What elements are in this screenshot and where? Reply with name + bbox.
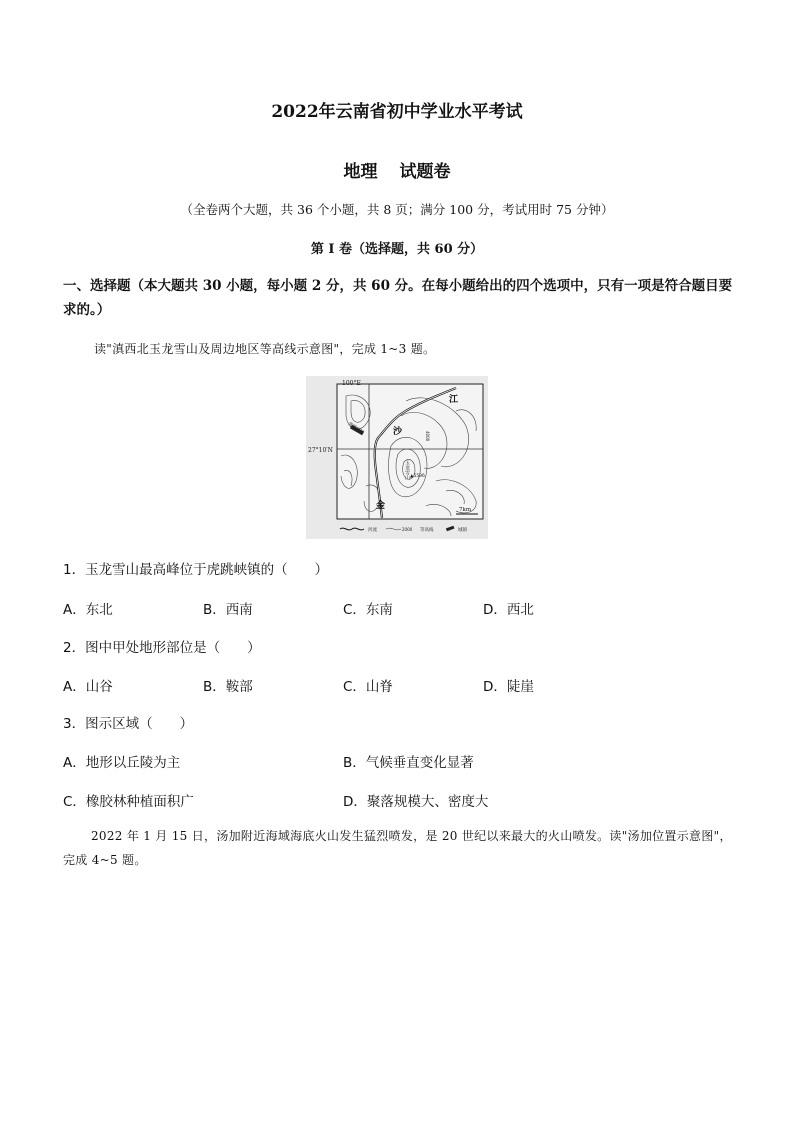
question-2-option-b[interactable]: B．鞍部	[203, 679, 253, 695]
question-3-option-a[interactable]: A．地形以丘陵为主	[63, 755, 181, 771]
exam-title: 2022年云南省初中学业水平考试	[271, 102, 523, 122]
question-1-option-d[interactable]: D．西北	[483, 602, 534, 618]
gorge-label: 虎跳峡镇	[346, 421, 365, 436]
question-2-option-c[interactable]: C．山脊	[343, 679, 393, 695]
legend-town-label: 城镇	[458, 528, 467, 533]
question-2-stem: 2．图中甲处地形部位是（ ）	[63, 640, 261, 656]
question-3-stem: 3．图示区域（ ）	[63, 716, 194, 732]
river-label-jin: 金	[376, 501, 386, 511]
exam-subtitle	[0, 157, 794, 182]
river-label-jiang: 江	[449, 395, 459, 405]
question-intro: 读"滇西北玉龙雪山及周边地区等高线示意图"，完成 1~3 题。	[94, 342, 436, 356]
question-1-option-b[interactable]: B．西南	[203, 602, 253, 618]
question-3-option-d[interactable]: D．聚落规模大、密度大	[343, 794, 489, 810]
legend-river-label: 河流	[368, 528, 377, 533]
exam-note: （全卷两个大题，共 36 个小题，共 8 页；满分 100 分，考试用时 75 分钟）	[180, 202, 614, 217]
volume-heading: 第 I 卷（选择题，共 60 分）	[310, 242, 484, 257]
question-1-stem: 1．玉龙雪山最高峰位于虎跳峡镇的（ ）	[63, 562, 329, 578]
latitude-label: 27°10′N	[308, 447, 333, 454]
legend-contour-value: 2000	[402, 527, 413, 532]
scale-label: 7km	[459, 507, 472, 513]
question-1-option-c[interactable]: C．东南	[343, 602, 393, 618]
mountain-label: 玉龙雪山	[404, 460, 410, 480]
question-2-option-d[interactable]: D．陡崖	[483, 679, 534, 695]
question-2-option-a[interactable]: A．山谷	[63, 679, 113, 695]
contour-map-figure	[306, 376, 488, 539]
longitude-label: 100°E	[342, 380, 361, 387]
contour-map	[306, 376, 488, 539]
peak-label: ▲5596	[410, 474, 425, 479]
question-1-option-a[interactable]: A．东北	[63, 602, 113, 618]
river-label-sha: 沙	[393, 427, 403, 437]
paper-label: 试题卷	[399, 162, 451, 182]
question-3-option-b[interactable]: B．气候垂直变化显著	[343, 755, 474, 771]
question-intro-2: 2022 年 1 月 15 日，汤加附近海域海底火山发生猛烈喷发，是 20 世纪以来最大的火山喷发。读"汤加位置示意图"，完成 4~5 题。	[63, 829, 732, 867]
legend-contour-label: 等高线	[420, 528, 434, 533]
subject-label: 地理	[343, 162, 378, 182]
question-3-option-c[interactable]: C．橡胶林种植面积广	[63, 794, 194, 810]
section-heading: 一、选择题（本大题共 30 小题，每小题 2 分，共 60 分。在每小题给出的四个选项中，只有一项是符合题目要求的。）	[63, 278, 733, 318]
contour-value-label: 4000	[425, 431, 430, 442]
map-frame	[337, 384, 483, 519]
